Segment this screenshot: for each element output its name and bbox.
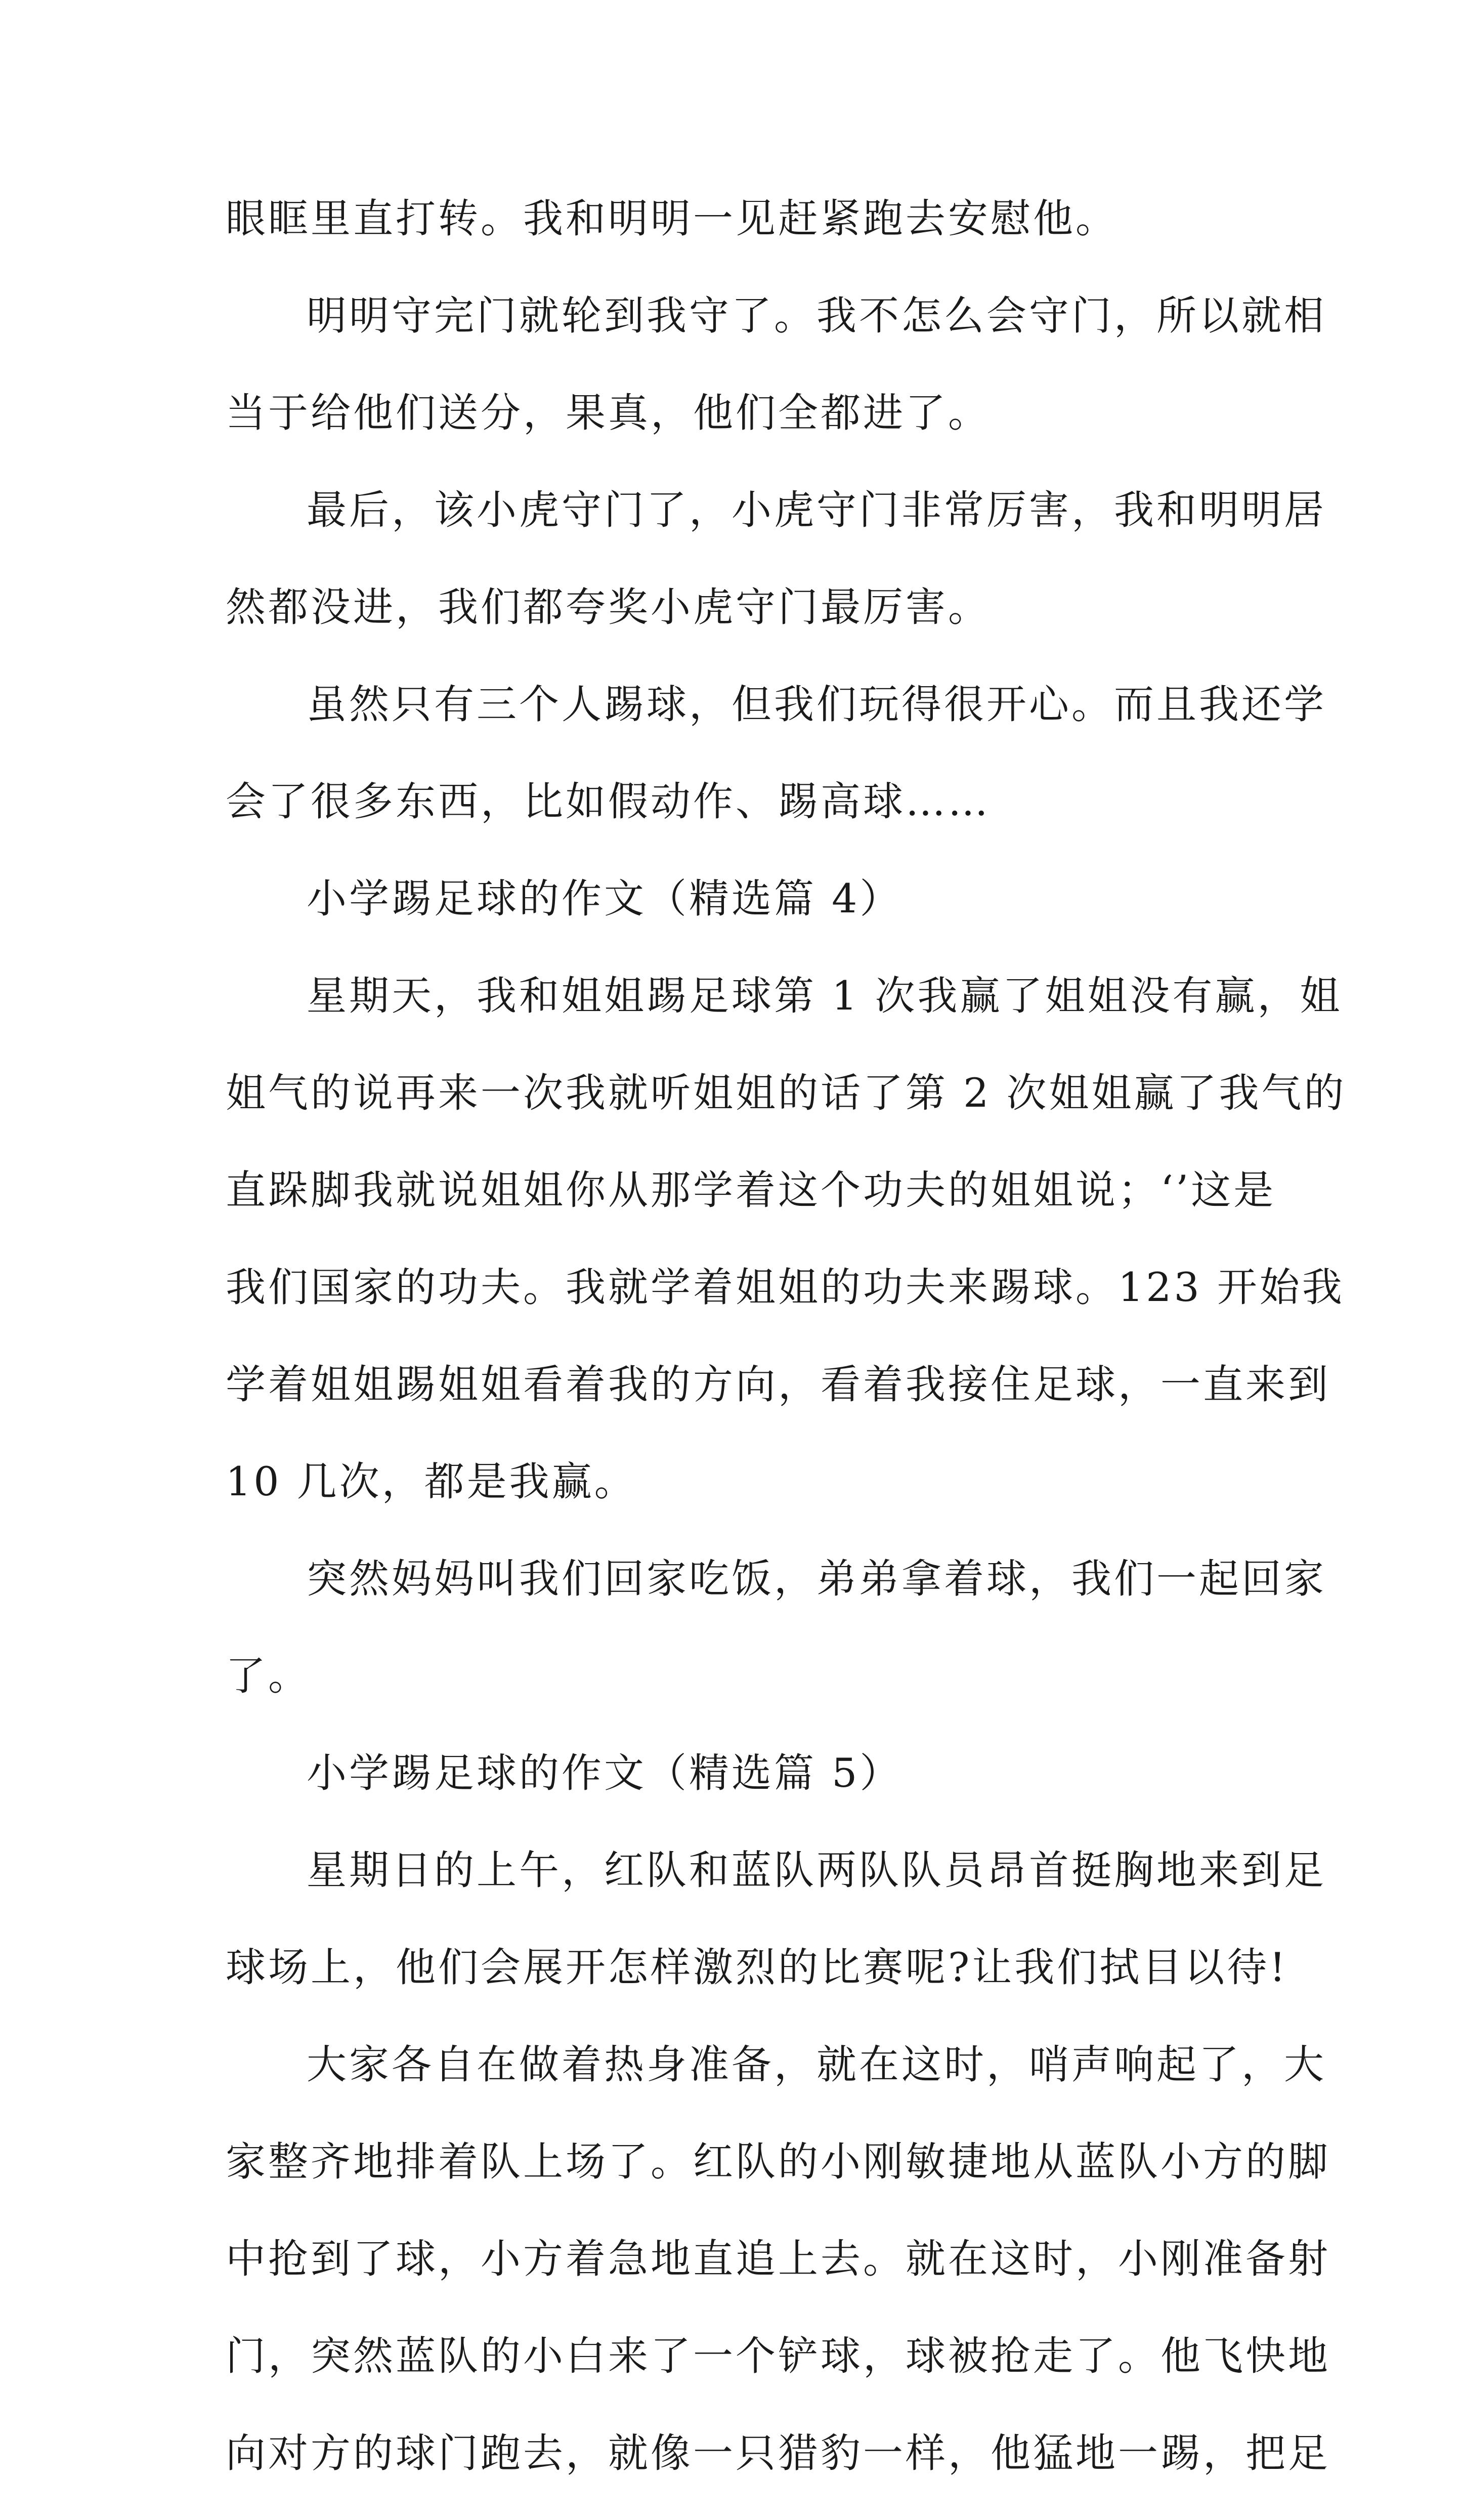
section-heading: 小学踢足球的作文（精选篇 4） xyxy=(307,875,902,922)
text-line: 球场上，他们会展开怎样激烈的比赛呢?让我们拭目以待! xyxy=(226,1944,1288,1991)
paragraph-start-line: 星期天，我和姐姐踢足球第 1 次我赢了姐姐没有赢，姐 xyxy=(307,973,1343,1019)
essay-text xyxy=(226,188,1347,2520)
section-heading: 小学踢足球的作文（精选篇 5） xyxy=(307,1750,902,1796)
paragraph-start-line: 最后，该小虎守门了，小虎守门非常厉害，我和明明居 xyxy=(307,487,1326,533)
text-line: 姐气的说再来一次我就听姐姐的话了第 2 次姐姐赢了我气的 xyxy=(226,1070,1347,1116)
paragraph-start-line: 星期日的上午，红队和蓝队两队队员昂首挺胸地来到足 xyxy=(307,1847,1326,1894)
text-line: 家整齐地排着队上场了。红队的小刚敏捷地从蓝队小方的脚 xyxy=(226,2138,1330,2185)
text-line: 眼眶里直打转。我和明明一见赶紧跑去安慰他。 xyxy=(226,195,1118,242)
text-line: 了。 xyxy=(226,1653,311,1699)
text-line: 当于给他们送分，果真，他们全都进了。 xyxy=(226,390,991,436)
text-line: 向对方的球门跑去，就像一只猎豹一样，他猛地一踢，把足 xyxy=(226,2430,1330,2476)
text-line: 学着姐姐踢姐姐看着我的方向，看着我接住足球，一直来到 xyxy=(226,1361,1330,1408)
text-line: 直跺脚我就说姐姐你从那学着这个功夫的姐姐说；‘’这是 xyxy=(226,1167,1276,1213)
text-line: 然都没进，我们都夸奖小虎守门最厉害。 xyxy=(226,584,991,631)
text-line: 10 几次，都是我赢。 xyxy=(226,1458,637,1505)
text-line: 门，突然蓝队的小白来了一个铲球，球被抢走了。他飞快地 xyxy=(226,2333,1330,2379)
paragraph-start-line: 虽然只有三个人踢球，但我们玩得很开心。而且我还学 xyxy=(307,681,1326,728)
paragraph-start-line: 明明守完门就轮到我守了。我不怎么会守门，所以就相 xyxy=(307,292,1326,339)
paragraph-start-line: 大家各自在做着热身准备，就在这时，哨声响起了，大 xyxy=(307,2041,1326,2088)
text-line: 我们国家的功夫。我就学着姐姐的功夫来踢球。123 开始我 xyxy=(226,1264,1345,1311)
paragraph-start-line: 突然妈妈叫我们回家吃饭，弟弟拿着球，我们一起回家 xyxy=(307,1556,1326,1602)
text-line: 中抢到了球，小方着急地直追上去。就在这时，小刚准备射 xyxy=(226,2236,1330,2282)
text-line: 会了很多东西，比如假动作、踢高球…… xyxy=(226,778,991,825)
